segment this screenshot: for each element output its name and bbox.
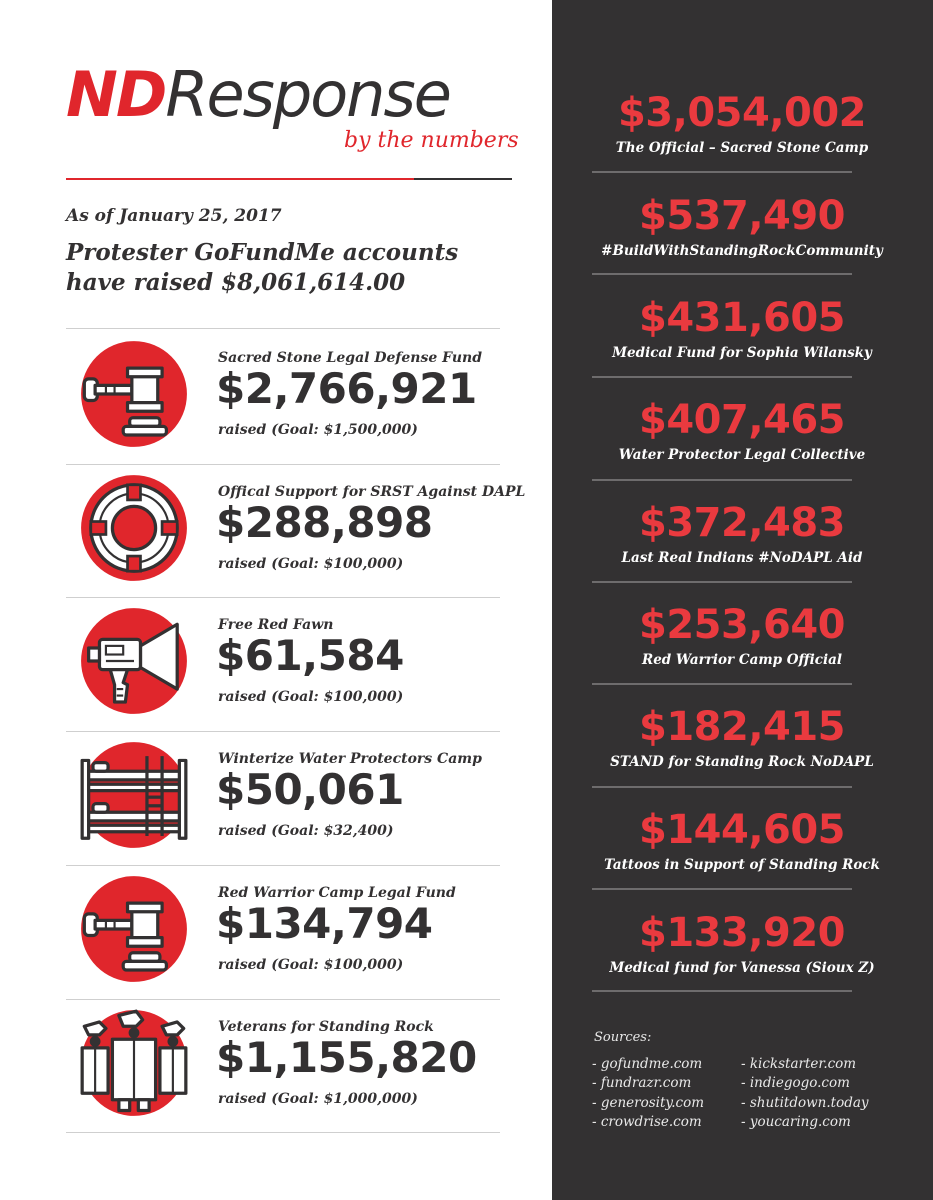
fund-item xyxy=(66,330,536,464)
page-subtitle: by the numbers xyxy=(344,128,519,153)
fund-amount: $50,061 xyxy=(216,765,404,814)
total-amount: $3,054,002 xyxy=(617,90,867,136)
fund-name: Offical Support for SRST Against DAPL xyxy=(218,484,526,500)
as-of-date: As of January 25, 2017 xyxy=(66,206,282,226)
divider xyxy=(592,786,852,788)
fund-amount: $134,794 xyxy=(216,899,433,948)
total-label: Medical Fund for Sophia Wilansky xyxy=(612,345,872,361)
divider xyxy=(592,990,852,992)
gavel-icon xyxy=(80,340,188,448)
total-label: Tattoos in Support of Standing Rock xyxy=(604,857,880,873)
fund-goal: raised (Goal: $1,000,000) xyxy=(218,1091,418,1107)
total-item xyxy=(592,704,892,808)
total-label: Medical fund for Vanessa (Sioux Z) xyxy=(609,960,875,976)
gavel-icon xyxy=(80,875,188,983)
total-item xyxy=(592,397,892,501)
source-item: - gofundme.com xyxy=(592,1056,703,1072)
source-item: - youcaring.com xyxy=(741,1114,851,1130)
source-item: - crowdrise.com xyxy=(592,1114,702,1130)
total-amount: $537,490 xyxy=(638,193,846,239)
headline-line-1: Protester GoFundMe accounts xyxy=(66,239,459,266)
fund-amount: $1,155,820 xyxy=(216,1033,477,1082)
fund-goal: raised (Goal: $1,500,000) xyxy=(218,422,418,438)
total-amount: $372,483 xyxy=(638,500,846,546)
totals-panel xyxy=(552,0,933,1200)
total-label: Last Real Indians #NoDAPL Aid xyxy=(621,550,863,566)
fund-goal: raised (Goal: $100,000) xyxy=(218,556,404,572)
total-amount: $407,465 xyxy=(638,397,846,443)
fund-item xyxy=(66,597,536,731)
fund-name: Red Warrior Camp Legal Fund xyxy=(218,885,456,901)
title-response: Response xyxy=(165,58,450,131)
sources-title: Sources: xyxy=(594,1030,652,1045)
total-item xyxy=(592,807,892,911)
total-item xyxy=(592,193,892,297)
divider xyxy=(66,328,500,329)
total-label: Red Warrior Camp Official xyxy=(641,652,843,668)
fund-amount: $2,766,921 xyxy=(216,364,477,413)
source-item: - fundrazr.com xyxy=(592,1075,692,1091)
fund-goal: raised (Goal: $100,000) xyxy=(218,957,404,973)
divider xyxy=(592,683,852,685)
source-item: - shutitdown.today xyxy=(741,1095,869,1111)
total-label: STAND for Standing Rock NoDAPL xyxy=(610,754,874,770)
fund-amount: $288,898 xyxy=(216,498,433,547)
fund-amount: $61,584 xyxy=(216,631,404,680)
fund-name: Winterize Water Protectors Camp xyxy=(218,751,482,767)
fund-goal: raised (Goal: $100,000) xyxy=(218,689,404,705)
megaphone-icon xyxy=(80,607,188,715)
fund-item xyxy=(66,464,536,598)
total-item xyxy=(592,90,892,194)
divider xyxy=(592,376,852,378)
headline xyxy=(66,238,536,298)
page-title xyxy=(66,58,450,131)
fund-item xyxy=(66,999,536,1133)
title-nd: ND xyxy=(66,58,166,131)
fund-goal: raised (Goal: $32,400) xyxy=(218,823,394,839)
title-divider xyxy=(66,178,512,180)
divider xyxy=(592,888,852,890)
total-amount: $144,605 xyxy=(638,807,846,853)
life-ring-icon xyxy=(80,474,188,582)
total-label: #BuildWithStandingRockCommunity xyxy=(601,243,883,259)
total-amount: $253,640 xyxy=(638,602,846,648)
headline-line-2: have raised $8,061,614.00 xyxy=(66,269,406,296)
total-amount: $431,605 xyxy=(638,295,846,341)
total-label: The Official – Sacred Stone Camp xyxy=(615,140,869,156)
divider xyxy=(592,479,852,481)
fund-item xyxy=(66,731,536,865)
divider xyxy=(66,1132,500,1133)
source-item: - indiegogo.com xyxy=(741,1075,850,1091)
total-label: Water Protector Legal Collective xyxy=(618,447,866,463)
total-item xyxy=(592,295,892,399)
total-amount: $133,920 xyxy=(638,910,846,956)
fund-item xyxy=(66,865,536,999)
fund-name: Sacred Stone Legal Defense Fund xyxy=(218,350,482,366)
total-item xyxy=(592,602,892,706)
divider xyxy=(592,273,852,275)
fund-name: Veterans for Standing Rock xyxy=(218,1019,434,1035)
total-item xyxy=(592,500,892,604)
source-item: - kickstarter.com xyxy=(741,1056,857,1072)
source-item: - generosity.com xyxy=(592,1095,705,1111)
veterans-icon xyxy=(80,1009,188,1117)
divider xyxy=(592,171,852,173)
fund-name: Free Red Fawn xyxy=(218,617,334,633)
total-item xyxy=(592,910,892,1014)
total-amount: $182,415 xyxy=(638,704,846,750)
bunk-bed-icon xyxy=(80,741,188,849)
divider xyxy=(592,581,852,583)
